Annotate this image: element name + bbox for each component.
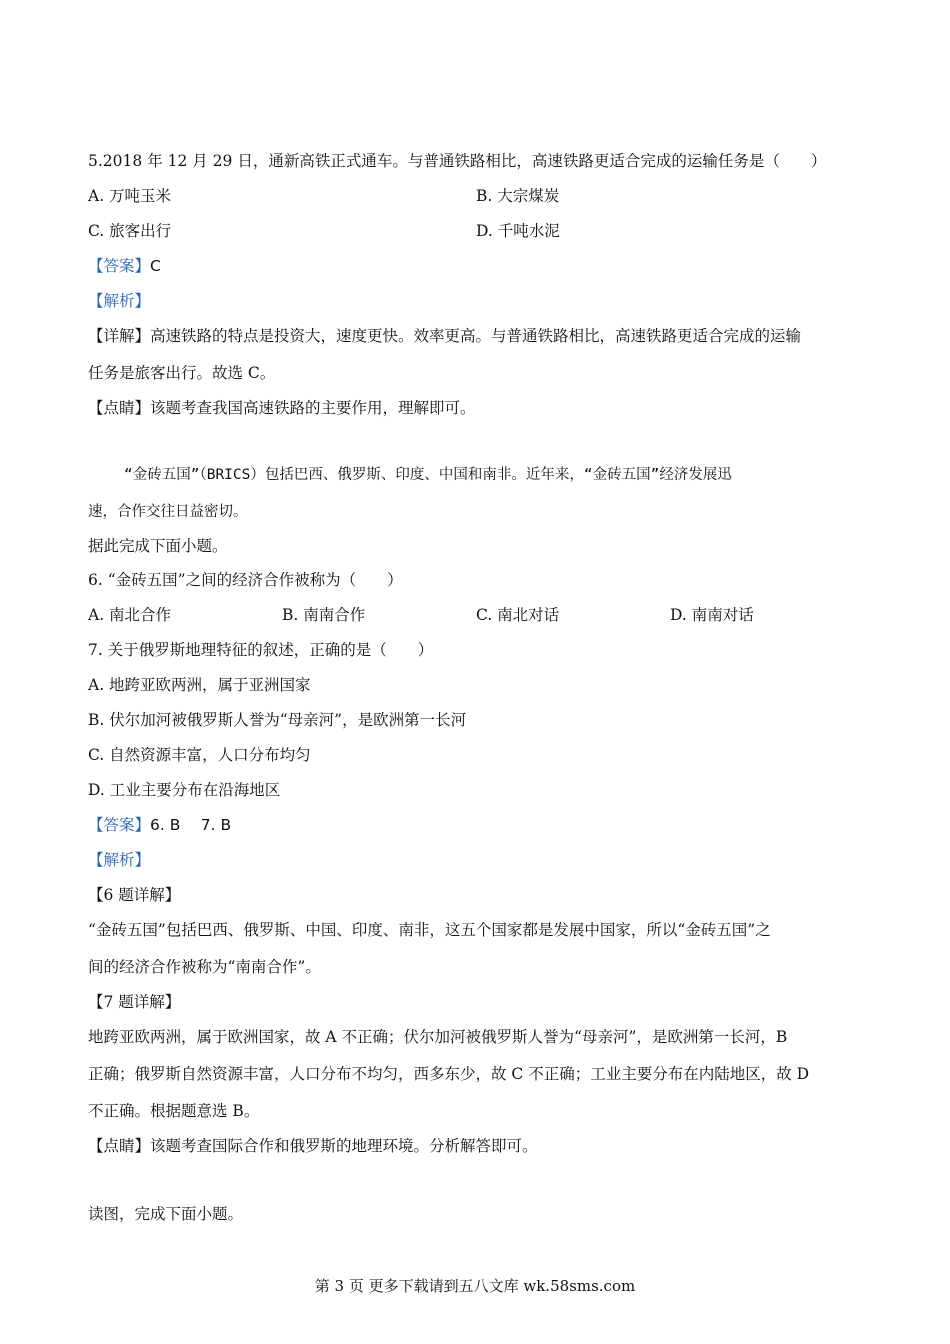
passage-line-1: “金砖五国”（BRICS）包括巴西、俄罗斯、印度、中国和南非。近年来，“金砖五国”经济发展迅 [124, 467, 732, 483]
q5-stem: 5.2018 年 12 月 29 日，通新高铁正式通车。与普通铁路相比，高速铁路更适合完成的运输任务是（ ） [88, 152, 827, 170]
q67-answer [88, 814, 231, 836]
q5-analysis-tag [88, 290, 150, 312]
answer-value: C [150, 257, 161, 275]
answer-tag: 【答案】 [88, 257, 151, 275]
detail-tag: 【详解】 [88, 327, 151, 345]
passage-line-2: 速，合作交往日益密切。 [88, 504, 248, 520]
q6-option-a: A. 南北合作 [88, 606, 172, 624]
q6-detail-line-2: 间的经济合作被称为“南南合作”。 [88, 958, 321, 976]
q7-option-d: D. 工业主要分布在沿海地区 [88, 781, 281, 799]
comment-text: 该题考查我国高速铁路的主要作用，理解即可。 [150, 399, 476, 417]
q67-analysis-tag [88, 849, 150, 871]
q6-option-d: D. 南南对话 [670, 606, 754, 624]
q7-detail-line-1: 地跨亚欧两洲，属于欧洲国家，故 A 不正确；伏尔加河被俄罗斯人誉为“母亲河”，是欧洲第一长河，B [88, 1028, 788, 1046]
q5-option-c: C. 旅客出行 [88, 222, 172, 240]
q7-option-c: C. 自然资源丰富，人口分布均匀 [88, 746, 311, 764]
analysis-tag: 【解析】 [88, 292, 151, 310]
q5-detail-line-1 [88, 325, 801, 347]
comment-tag: 【点睛】 [88, 399, 151, 417]
q6-option-b: B. 南南合作 [282, 606, 366, 624]
q7-detail-tag: 【7 题详解】 [88, 993, 181, 1011]
page-footer: 第 3 页 更多下载请到五八文库 wk.58sms.com [314, 1277, 636, 1295]
next-instruction: 读图，完成下面小题。 [88, 1205, 244, 1223]
q5-option-d: D. 千吨水泥 [476, 222, 560, 240]
comment-text: 该题考查国际合作和俄罗斯的地理环境。分析解答即可。 [150, 1137, 538, 1155]
detail-text: 高速铁路的特点是投资大，速度更快。效率更高。与普通铁路相比，高速铁路更适合完成的运输 [150, 327, 802, 345]
answer-tag: 【答案】 [88, 816, 151, 834]
q7-option-a: A. 地跨亚欧两洲，属于亚洲国家 [88, 676, 311, 694]
q7-detail-line-3: 不正确。根据题意选 B。 [88, 1102, 260, 1120]
q5-answer [88, 255, 161, 277]
q6-stem: 6. “金砖五国”之间的经济合作被称为（ ） [88, 571, 403, 589]
q5-detail-line-2: 任务是旅客出行。故选 C。 [88, 364, 276, 382]
q7-stem: 7. 关于俄罗斯地理特征的叙述，正确的是（ ） [88, 641, 434, 659]
passage-instruction: 据此完成下面小题。 [88, 537, 228, 555]
answer-value: 6. B 7. B [150, 816, 232, 834]
analysis-tag: 【解析】 [88, 851, 151, 869]
q7-option-b: B. 伏尔加河被俄罗斯人誉为“母亲河”，是欧洲第一长河 [88, 711, 467, 729]
comment-tag: 【点睛】 [88, 1137, 151, 1155]
q6-detail-line-1: “金砖五国”包括巴西、俄罗斯、中国、印度、南非，这五个国家都是发展中国家，所以“金砖五国”之 [88, 921, 771, 939]
q6-detail-tag: 【6 题详解】 [88, 886, 181, 904]
q67-comment [88, 1135, 538, 1157]
q5-option-b: B. 大宗煤炭 [476, 187, 560, 205]
q5-comment [88, 397, 476, 419]
q5-option-a: A. 万吨玉米 [88, 187, 172, 205]
q7-detail-line-2: 正确；俄罗斯自然资源丰富，人口分布不均匀，西多东少，故 C 不正确；工业主要分布在内陆地区，故 D [88, 1065, 810, 1083]
q6-option-c: C. 南北对话 [476, 606, 560, 624]
